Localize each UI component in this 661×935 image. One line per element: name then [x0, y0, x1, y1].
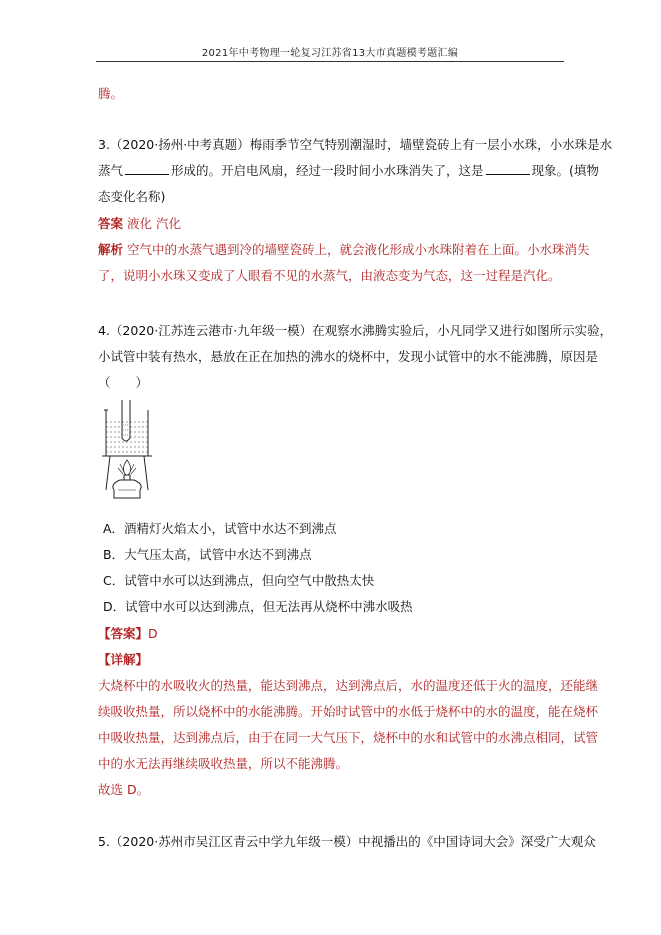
q4-answer	[98, 626, 568, 642]
q4-detail-line-3: 中吸收热量，达到沸点后，由于在同一大气压下，烧杯中的水和试管中的水沸点相同，试管	[98, 730, 599, 745]
previous-question-tail: 腾。	[98, 86, 124, 101]
q4-line-1: 4.（2020·江苏连云港市·九年级一模）在观察水沸腾实验后，小凡同学又进行如图所示实验，	[98, 323, 613, 338]
flame-shape	[123, 460, 130, 475]
q3-answer-label: 答案	[98, 216, 124, 231]
q4-detail-line-4: 中的水无法再继续吸收热量，所以不能沸腾。	[98, 756, 349, 771]
q4-option-d: D．试管中水可以达到沸点，但无法再从烧杯中沸水吸热	[103, 599, 413, 614]
q4-answer-label: 【答案】	[98, 626, 149, 641]
q3-analysis-text-1: 空气中的水蒸气遇到冷的墙壁瓷砖上，就会液化形成小水珠附着在上面。小水珠消失	[127, 242, 590, 257]
q4-detail-line-2: 续吸收热量，所以烧杯中的水能沸腾。开始时试管中的水低于烧杯中的水的温度，能在烧杯	[98, 704, 599, 719]
q3-answer	[98, 216, 568, 232]
q3-answer-text: 液化 汽化	[127, 216, 181, 231]
q3-line-1: 3.（2020·扬州·中考真题）梅雨季节空气特别潮湿时，墙壁瓷砖上有一层小水珠，小水珠是水	[98, 137, 613, 152]
q3-blank-2	[486, 163, 530, 175]
q3-analysis-line-1	[98, 242, 590, 258]
alcohol-lamp-shape	[113, 475, 141, 498]
beaker-shape	[106, 410, 148, 456]
q3-line-3: 态变化名称)	[98, 189, 166, 204]
page-header: 2021年中考物理一轮复习江苏省13大市真题模考题汇编	[201, 48, 459, 59]
q3-line-2-c: 现象。(填物	[531, 163, 599, 178]
q3-line-2	[98, 163, 599, 179]
q4-option-b: B．大气压太高，试管中水达不到沸点	[103, 547, 312, 562]
q4-detail-line-1: 大烧杯中的水吸收火的热量，能达到沸点，达到沸点后，水的温度还低于火的温度，还能继	[98, 678, 599, 693]
q3-blank-1	[125, 163, 169, 175]
q3-line-2-b: 形成的。开启电风扇，经过一段时间小水珠消失了，这是	[171, 163, 484, 178]
q5-line-1: 5.（2020·苏州市吴江区青云中学九年级一模）中视播出的《中国诗词大会》深受广大观众	[98, 834, 596, 849]
q4-line-3: （ ）	[98, 375, 149, 390]
q4-option-a: A．酒精灯火焰太小，试管中水达不到沸点	[103, 521, 337, 536]
header-rule	[96, 61, 564, 62]
q4-conclusion: 故选 D。	[98, 782, 150, 797]
q3-analysis-line-2: 了，说明小水珠又变成了人眼看不见的水蒸气，由液态变为气态，这一过程是汽化。	[98, 268, 561, 283]
q4-answer-value: D	[148, 626, 158, 641]
q3-line-2-a: 蒸气	[98, 163, 124, 178]
water-hatching	[106, 422, 148, 452]
q4-line-2: 小试管中装有热水，悬放在正在加热的沸水的烧杯中，发现小试管中的水不能沸腾，原因是	[98, 349, 599, 364]
q4-detail-label: 【详解】	[98, 652, 149, 667]
beaker-alcohol-lamp-figure	[96, 398, 162, 504]
q3-analysis-label: 解析	[98, 242, 124, 257]
q4-option-c: C．试管中水可以达到沸点，但向空气中散热太快	[103, 573, 375, 588]
